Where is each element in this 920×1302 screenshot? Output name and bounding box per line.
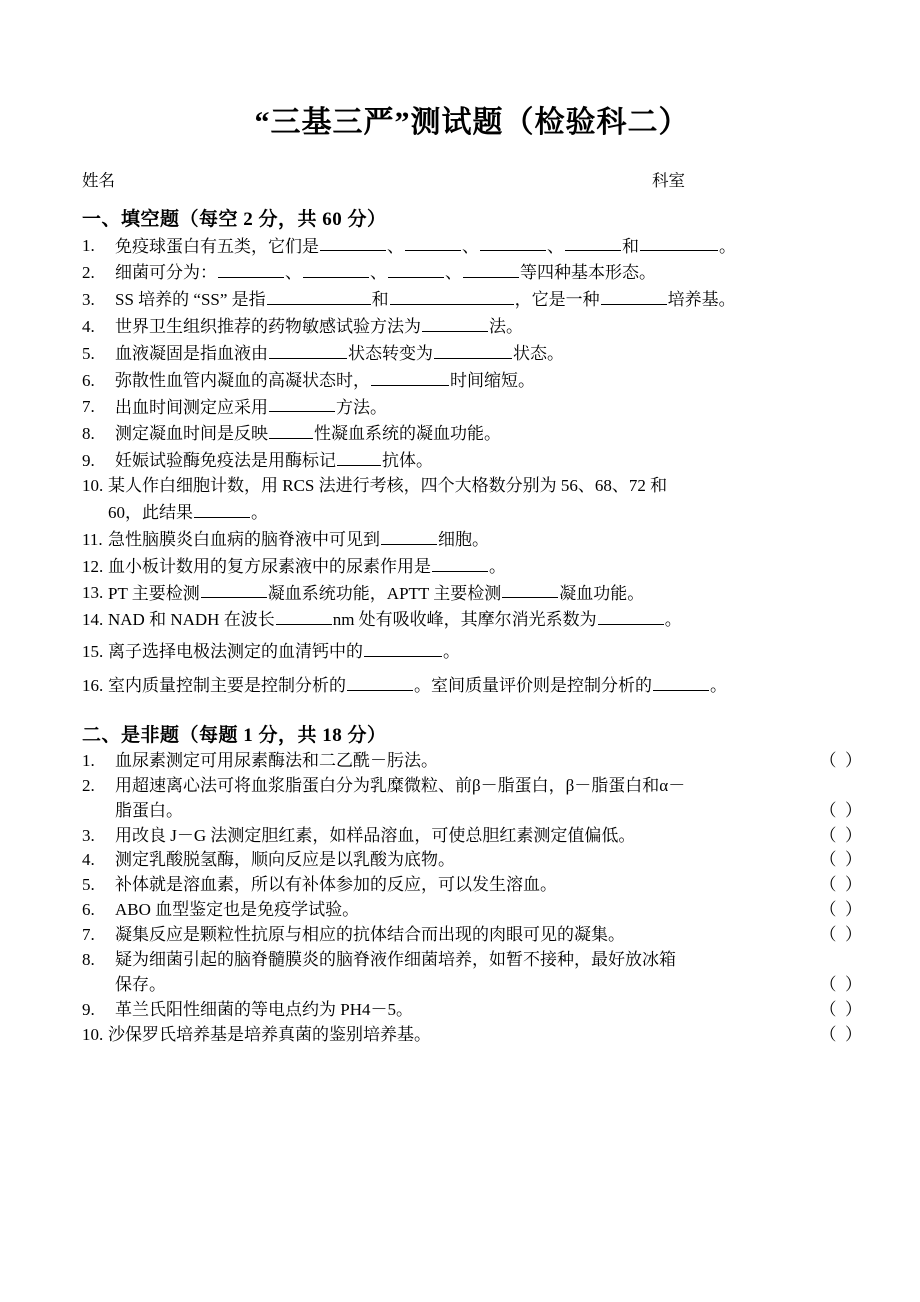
question-body [115, 313, 862, 340]
question-text-part: 。 [719, 236, 736, 256]
question-text-part: 。 [664, 610, 682, 630]
question-text-part: 急性脑膜炎白血病的脑脊液中可见到 [108, 529, 380, 549]
question-body [108, 1023, 862, 1048]
answer-blank[interactable] [276, 606, 332, 625]
answer-bracket[interactable]: （ ） [819, 850, 862, 870]
answer-blank[interactable] [364, 638, 442, 657]
question-text-part: nm 处有吸收峰，其摩尔消光系数为 [332, 610, 597, 630]
fill-in-blank-question [82, 526, 862, 553]
question-text-part: 血小板计数用的复方尿素液中的尿素作用是 [108, 556, 431, 576]
question-body [108, 553, 862, 580]
question-number: 8. [82, 950, 95, 970]
question-text-part: 状态转变为 [348, 343, 433, 363]
question-number: 5. [82, 343, 95, 363]
question-line [115, 340, 862, 367]
question-text-part: 、 [285, 263, 302, 283]
question-number: 15. [82, 642, 104, 662]
question-text: 补体就是溶血素，所以有补体参加的反应，可以发生溶血。 [115, 875, 557, 895]
question-text-part: 抗体。 [382, 451, 433, 471]
question-line [108, 638, 862, 665]
true-false-question [82, 824, 862, 849]
answer-blank[interactable] [434, 340, 512, 359]
section-heading-true-false: 二、是非题（每题 1 分，共 18 分） [82, 724, 387, 746]
true-false-question-list [82, 749, 862, 1049]
question-line [108, 474, 862, 499]
question-number: 3. [82, 825, 95, 845]
section-heading-fill-in-blank: 一、填空题（每空 2 分，共 60 分） [82, 208, 387, 230]
question-body [115, 420, 862, 447]
question-number: 14. [82, 610, 104, 630]
answer-blank[interactable] [194, 499, 250, 518]
fill-in-blank-question [82, 447, 862, 474]
question-body [115, 923, 862, 948]
fill-in-blank-question [82, 340, 862, 367]
question-text: 沙保罗氏培养基是培养真菌的鉴别培养基。 [108, 1025, 431, 1045]
fill-in-blank-question [82, 259, 862, 286]
question-number: 10. [82, 476, 104, 496]
answer-blank[interactable] [337, 447, 381, 466]
question-text-part: 凝血功能。 [559, 583, 645, 603]
question-number: 2. [82, 263, 95, 283]
name-label: 姓名 [82, 170, 115, 190]
question-text-part: 方法。 [336, 397, 387, 417]
question-text-part: 出血时间测定应采用 [115, 397, 268, 417]
department-label: 科室 [652, 170, 685, 190]
question-body [108, 474, 862, 526]
fill-in-blank-question [82, 672, 862, 699]
true-false-question [82, 998, 862, 1023]
question-number: 3. [82, 290, 95, 310]
question-body [108, 606, 862, 633]
question-text-part: 状态。 [513, 343, 564, 363]
question-text-part: 和 [371, 290, 389, 310]
question-body [115, 774, 862, 824]
true-false-question [82, 1023, 862, 1048]
answer-blank[interactable] [653, 672, 709, 691]
question-number: 5. [82, 875, 95, 895]
question-number: 12. [82, 556, 104, 576]
question-body [115, 824, 862, 849]
page-title: “三基三严”测试题（检验科二） [254, 106, 690, 139]
question-text-part: 细胞。 [438, 529, 489, 549]
answer-blank[interactable] [303, 259, 369, 278]
question-text-part: 。 [489, 556, 506, 576]
question-number: 8. [82, 424, 95, 444]
true-false-question [82, 948, 862, 998]
answer-bracket[interactable]: （ ） [819, 900, 862, 920]
question-body [108, 638, 862, 665]
question-body [115, 367, 862, 394]
question-text-part: NAD 和 NADH 在波长 [108, 610, 275, 630]
question-text-part: 免疫球蛋白有五类，它们是 [115, 236, 319, 256]
question-text-part: 时间缩短。 [450, 370, 535, 390]
answer-blank[interactable] [598, 606, 664, 625]
question-line [115, 259, 862, 286]
question-number: 10. [82, 1025, 104, 1045]
fill-in-blank-question [82, 474, 862, 526]
true-false-question [82, 873, 862, 898]
true-false-question [82, 749, 862, 774]
question-body [115, 749, 862, 774]
fill-in-blank-question [82, 313, 862, 340]
question-line [108, 672, 862, 699]
question-body [115, 286, 862, 313]
fill-in-blank-question [82, 638, 862, 665]
question-line-continued [108, 499, 862, 526]
question-number: 13. [82, 583, 104, 603]
question-number: 4. [82, 316, 95, 336]
question-text-part: SS 培养的 “SS” 是指 [115, 290, 266, 310]
question-text-part: 世界卫生组织推荐的药物敏感试验方法为 [115, 316, 421, 336]
answer-blank[interactable] [218, 259, 284, 278]
question-text-part: 培养基。 [667, 290, 736, 310]
question-text: 用超速离心法可将血浆脂蛋白分为乳糜微粒、前β－脂蛋白，β－脂蛋白和α－ [115, 775, 686, 795]
question-body [115, 340, 862, 367]
fill-in-blank-question [82, 286, 862, 313]
question-number: 1. [82, 750, 95, 770]
answer-blank[interactable] [390, 286, 514, 305]
question-text-part: 测定凝血时间是反映 [115, 424, 268, 444]
question-text-part: 、 [445, 263, 462, 283]
fill-in-blank-question [82, 420, 862, 447]
fill-in-blank-question [82, 606, 862, 633]
question-body [115, 447, 862, 474]
answer-bracket[interactable]: （ ） [819, 925, 862, 945]
question-line [115, 420, 862, 447]
question-number: 4. [82, 850, 95, 870]
question-body [115, 259, 862, 286]
question-body [115, 998, 862, 1023]
question-number: 7. [82, 397, 95, 417]
question-text-part: 、 [370, 263, 387, 283]
true-false-question [82, 898, 862, 923]
question-number: 6. [82, 370, 95, 390]
question-text-part: 、 [547, 236, 564, 256]
question-line [115, 313, 862, 340]
question-body [108, 526, 862, 553]
question-body [115, 948, 862, 998]
question-line-continued [115, 973, 862, 998]
question-number: 1. [82, 236, 95, 256]
fill-in-blank-question [82, 394, 862, 421]
answer-blank[interactable] [269, 420, 313, 439]
question-body [108, 580, 862, 607]
question-body [115, 848, 862, 873]
true-false-question [82, 774, 862, 824]
answer-blank[interactable] [463, 259, 519, 278]
question-text-part: 、 [387, 236, 404, 256]
question-text-part: 、 [462, 236, 479, 256]
question-line [108, 526, 862, 553]
question-number: 11. [82, 529, 103, 549]
question-line [115, 286, 862, 313]
question-text-part: 血液凝固是指血液由 [115, 343, 268, 363]
answer-bracket[interactable]: （ ） [819, 750, 862, 770]
question-body [115, 898, 862, 923]
answer-bracket[interactable]: （ ） [819, 825, 862, 845]
question-text-part: 60，此结果 [108, 502, 193, 522]
question-text-part: 。 [443, 642, 460, 662]
question-text-part: ，它是一种 [514, 290, 600, 310]
answer-blank[interactable] [269, 340, 347, 359]
question-line-continued [115, 799, 862, 824]
question-line [115, 394, 862, 421]
true-false-question [82, 923, 862, 948]
answer-bracket[interactable]: （ ） [819, 975, 862, 995]
question-body [115, 394, 862, 421]
fill-in-blank-question [82, 233, 862, 260]
question-line [115, 233, 862, 260]
answer-blank[interactable] [601, 286, 667, 305]
question-text: 测定乳酸脱氢酶，顺向反应是以乳酸为底物。 [115, 850, 455, 870]
answer-blank[interactable] [422, 313, 488, 332]
answer-bracket[interactable]: （ ） [819, 1025, 862, 1045]
question-number: 7. [82, 925, 95, 945]
question-text: 革兰氏阳性细菌的等电点约为 PH4－5。 [115, 1000, 413, 1020]
answer-bracket[interactable]: （ ） [819, 875, 862, 895]
answer-blank[interactable] [371, 367, 449, 386]
question-text-part: 法。 [489, 316, 523, 336]
question-text-part: 弥散性血管内凝血的高凝状态时， [115, 370, 370, 390]
answer-blank[interactable] [502, 580, 558, 599]
answer-blank[interactable] [269, 394, 335, 413]
true-false-question [82, 848, 862, 873]
question-text-part: 凝血系统功能，APTT 主要检测 [267, 583, 502, 603]
question-body [108, 672, 862, 699]
question-text-part: 某人作白细胞计数，用 RCS 法进行考核，四个大格数分别为 56、68、72 和 [108, 476, 668, 496]
question-number: 16. [82, 675, 104, 695]
answer-blank[interactable] [347, 672, 413, 691]
question-text-continued: 脂蛋白。 [115, 800, 183, 820]
question-number: 9. [82, 451, 95, 471]
question-text-part: 妊娠试验酶免疫法是用酶标记 [115, 451, 336, 471]
question-text-part: 室内质量控制主要是控制分析的 [108, 675, 346, 695]
question-text-part: 等四种基本形态。 [520, 263, 656, 283]
answer-blank[interactable] [405, 233, 461, 252]
answer-blank[interactable] [388, 259, 444, 278]
question-text-part: 离子选择电极法测定的血清钙中的 [108, 642, 363, 662]
question-line [108, 580, 862, 607]
answer-blank[interactable] [640, 233, 718, 252]
question-text-part: 。 [710, 675, 727, 695]
question-text-part: 。室间质量评价则是控制分析的 [414, 675, 652, 695]
question-line [115, 367, 862, 394]
answer-blank[interactable] [381, 526, 437, 545]
question-line [108, 553, 862, 580]
answer-blank[interactable] [320, 233, 386, 252]
question-text: 用改良 J－G 法测定胆红素，如样品溶血，可使总胆红素测定值偏低。 [115, 825, 636, 845]
answer-blank[interactable] [565, 233, 621, 252]
question-number: 2. [82, 775, 95, 795]
question-line [108, 606, 862, 633]
question-text: 疑为细菌引起的脑脊髓膜炎的脑脊液作细菌培养，如暂不接种，最好放冰箱 [115, 950, 676, 970]
question-text-part: 和 [622, 236, 639, 256]
answer-bracket[interactable]: （ ） [819, 1000, 862, 1020]
question-body [115, 873, 862, 898]
question-text-part: 。 [251, 502, 268, 522]
answer-blank[interactable] [480, 233, 546, 252]
question-text-part: PT 主要检测 [108, 583, 200, 603]
fill-in-blank-question [82, 580, 862, 607]
answer-blank[interactable] [267, 286, 371, 305]
answer-blank[interactable] [432, 553, 488, 572]
question-number: 6. [82, 900, 95, 920]
question-text: 凝集反应是颗粒性抗原与相应的抗体结合而出现的肉眼可见的凝集。 [115, 925, 625, 945]
fill-in-blank-question [82, 553, 862, 580]
question-body [115, 233, 862, 260]
identity-line [82, 170, 862, 191]
fill-in-blank-question [82, 367, 862, 394]
question-text-part: 性凝血系统的凝血功能。 [314, 424, 501, 444]
question-text-continued: 保存。 [115, 975, 166, 995]
question-line [115, 447, 862, 474]
question-text: 血尿素测定可用尿素酶法和二乙酰－肟法。 [115, 750, 438, 770]
answer-blank[interactable] [201, 580, 267, 599]
question-text-part: 细菌可分为： [115, 263, 217, 283]
question-number: 9. [82, 1000, 95, 1020]
fill-in-blank-question-list [82, 233, 862, 699]
answer-bracket[interactable]: （ ） [819, 800, 862, 820]
question-text: ABO 血型鉴定也是免疫学试验。 [115, 900, 360, 920]
